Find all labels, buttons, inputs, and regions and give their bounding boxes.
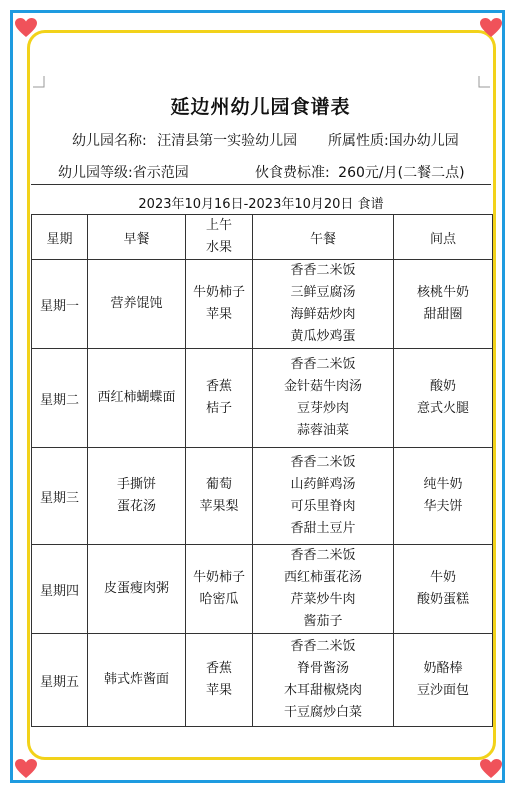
menu-item: 意式火腿	[416, 401, 469, 416]
menu-item: 三鲜豆腐汤	[290, 285, 356, 300]
menu-item: 山药鲜鸡汤	[290, 477, 356, 492]
fruit-cell	[186, 349, 253, 448]
day-cell: 星期二	[32, 349, 88, 448]
menu-item: 香甜土豆片	[290, 521, 356, 536]
table-row	[32, 260, 493, 349]
menu-item: 西红柿蛋花汤	[283, 570, 362, 585]
header-fruit	[186, 215, 253, 260]
table-row	[32, 349, 493, 448]
menu-item: 木耳甜椒烧肉	[283, 683, 362, 698]
menu-item: 皮蛋瘦肉粥	[103, 581, 169, 596]
table-row	[32, 545, 493, 634]
snack-cell	[394, 634, 493, 727]
menu-item: 奶酪棒	[423, 661, 463, 676]
day-cell: 星期四	[32, 545, 88, 634]
menu-item: 苹果梨	[199, 499, 239, 514]
table-row	[32, 448, 493, 545]
kindergarten-name-label: 幼儿园名称:	[72, 133, 147, 149]
fee-value: 260元/月(二餐二点)	[338, 165, 465, 181]
breakfast-cell	[88, 260, 186, 349]
menu-item: 香香二米饭	[290, 263, 356, 278]
fruit-cell	[186, 634, 253, 727]
menu-item: 香香二米饭	[290, 357, 356, 372]
menu-item: 牛奶柿子	[192, 285, 245, 300]
menu-item: 豆芽炒肉	[296, 401, 349, 416]
menu-item: 豆沙面包	[416, 683, 469, 698]
lunch-cell	[253, 448, 394, 545]
nature-value: 国办幼儿园	[388, 133, 459, 149]
menu-item: 苹果	[205, 307, 232, 322]
kindergarten-name: 汪清县第一实验幼儿园	[157, 133, 298, 149]
menu-item: 营养馄饨	[110, 296, 163, 311]
menu-item: 韩式炸酱面	[103, 672, 169, 687]
menu-item: 纯牛奶	[423, 477, 463, 492]
menu-item: 酸奶蛋糕	[416, 592, 469, 607]
menu-item: 脊骨酱汤	[296, 661, 349, 676]
menu-item: 干豆腐炒白菜	[283, 705, 362, 720]
snack-cell	[394, 545, 493, 634]
menu-item: 牛奶	[429, 570, 456, 585]
header-breakfast: 早餐	[88, 215, 186, 260]
menu-item: 香蕉	[205, 379, 232, 394]
lunch-cell	[253, 349, 394, 448]
divider	[31, 184, 491, 185]
menu-item: 可乐里脊肉	[290, 499, 356, 514]
menu-item: 哈密瓜	[199, 592, 239, 607]
menu-item: 蛋花汤	[116, 499, 156, 514]
menu-item: 香香二米饭	[290, 548, 356, 563]
kindergarten-name-line	[72, 130, 297, 150]
menu-item: 西红柿蝴蝶面	[97, 390, 176, 405]
menu-table	[31, 214, 493, 727]
menu-item: 酸奶	[429, 379, 456, 394]
heart-icon	[479, 16, 503, 40]
menu-item: 香香二米饭	[290, 639, 356, 654]
menu-item: 金针菇牛肉汤	[283, 379, 362, 394]
lunch-cell	[253, 634, 394, 727]
snack-cell	[394, 349, 493, 448]
menu-item: 苹果	[205, 683, 232, 698]
day-cell: 星期五	[32, 634, 88, 727]
date-range: 2023年10月16日-2023年10月20日 食谱	[138, 197, 384, 212]
menu-item: 华夫饼	[423, 499, 463, 514]
menu-item: 手撕饼	[116, 477, 156, 492]
menu-item: 甜甜圈	[423, 307, 463, 322]
menu-item: 牛奶柿子	[192, 570, 245, 585]
fee-label: 伙食费标准:	[255, 165, 330, 181]
heart-icon	[14, 757, 38, 781]
menu-item: 香蕉	[205, 661, 232, 676]
crop-mark	[33, 76, 45, 88]
header-snack: 间点	[394, 215, 493, 260]
menu-item: 蒜蓉油菜	[296, 423, 349, 438]
day-cell: 星期三	[32, 448, 88, 545]
menu-item: 香香二米饭	[290, 455, 356, 470]
grade-line	[58, 162, 189, 182]
breakfast-cell	[88, 634, 186, 727]
snack-cell	[394, 260, 493, 349]
header-fruit-line: 水果	[205, 240, 232, 255]
fruit-cell	[186, 545, 253, 634]
crop-mark	[478, 76, 490, 88]
nature-label: 所属性质:	[328, 133, 389, 149]
grade-value: 省示范园	[132, 165, 189, 181]
menu-item: 芹菜炒牛肉	[290, 592, 356, 607]
day-cell: 星期一	[32, 260, 88, 349]
nature-line	[328, 130, 459, 150]
fruit-cell	[186, 448, 253, 545]
grade-label: 幼儿园等级:	[58, 165, 133, 181]
heart-icon	[479, 757, 503, 781]
breakfast-cell	[88, 545, 186, 634]
table-row	[32, 634, 493, 727]
fruit-cell	[186, 260, 253, 349]
lunch-cell	[253, 545, 394, 634]
header-day: 星期	[32, 215, 88, 260]
menu-item: 桔子	[205, 401, 232, 416]
breakfast-cell	[88, 448, 186, 545]
menu-item: 海鲜菇炒肉	[290, 307, 356, 322]
header-fruit-line: 上午	[205, 218, 232, 233]
breakfast-cell	[88, 349, 186, 448]
lunch-cell	[253, 260, 394, 349]
table-header-row	[32, 215, 493, 260]
menu-item: 核桃牛奶	[416, 285, 469, 300]
heart-icon	[14, 16, 38, 40]
menu-item: 葡萄	[205, 477, 232, 492]
fee-line	[255, 162, 465, 182]
header-lunch: 午餐	[253, 215, 394, 260]
menu-item: 黄瓜炒鸡蛋	[290, 329, 356, 344]
menu-item: 酱茄子	[303, 614, 343, 629]
snack-cell	[394, 448, 493, 545]
page-title: 延边州幼儿园食谱表	[170, 96, 351, 118]
